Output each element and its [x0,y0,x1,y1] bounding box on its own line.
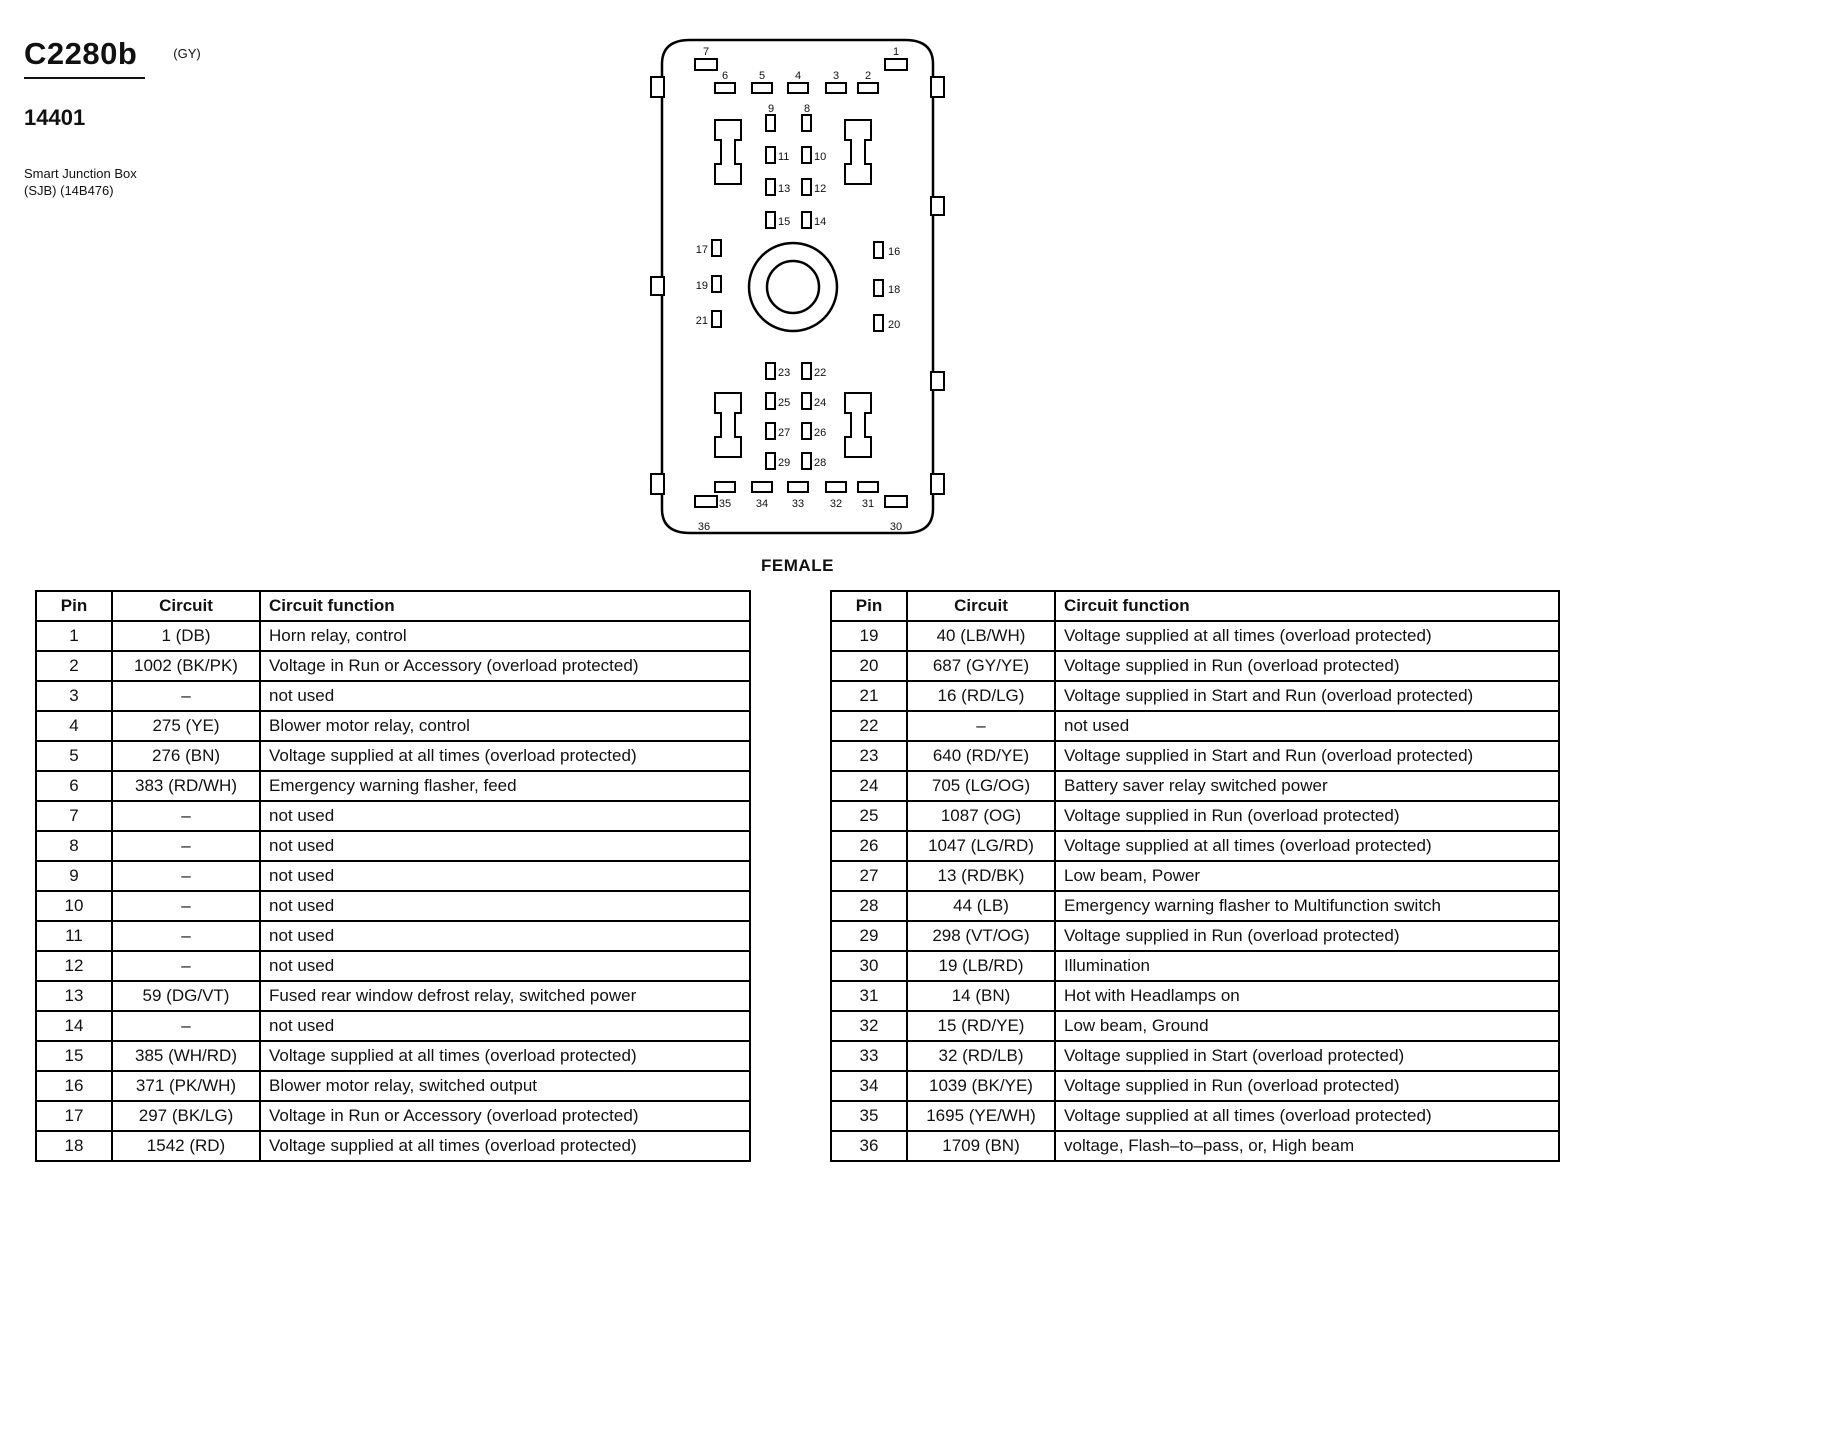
circuit-cell: 44 (LB) [907,891,1055,921]
table-row [36,831,750,861]
table-row [36,1071,750,1101]
component-description [24,165,201,199]
circuit-cell: – [112,801,260,831]
pin-cell: 18 [36,1131,112,1161]
pin-cell: 23 [831,741,907,771]
pin-slot [715,83,735,93]
pin-cell: 32 [831,1011,907,1041]
table-row [36,1041,750,1071]
pin-cell: 14 [36,1011,112,1041]
circuit-cell: 1047 (LG/RD) [907,831,1055,861]
function-cell: Voltage supplied in Start (overload protected) [1055,1041,1559,1071]
circuit-cell: 1709 (BN) [907,1131,1055,1161]
circuit-cell: – [907,711,1055,741]
function-header: Circuit function [1055,591,1559,621]
function-cell: Battery saver relay switched power [1055,771,1559,801]
circuit-cell: 383 (RD/WH) [112,771,260,801]
header-block [24,36,201,199]
circuit-cell: 705 (LG/OG) [907,771,1055,801]
circuit-cell: 40 (LB/WH) [907,621,1055,651]
pin-header: Pin [36,591,112,621]
pin-number: 32 [829,498,843,510]
pin-slot [874,242,883,258]
table-row [831,1131,1559,1161]
circuit-cell: 371 (PK/WH) [112,1071,260,1101]
pin-slot [885,59,907,70]
pin-cell: 28 [831,891,907,921]
table-row [831,921,1559,951]
pin-number: 7 [702,46,710,58]
pin-number: 30 [889,521,903,533]
circuit-cell: 298 (VT/OG) [907,921,1055,951]
pin-cell: 12 [36,951,112,981]
pin-cell: 13 [36,981,112,1011]
pin-cell: 3 [36,681,112,711]
function-cell: Voltage supplied in Start and Run (overload protected) [1055,741,1559,771]
table-row [831,1011,1559,1041]
pin-cell: 21 [831,681,907,711]
circuit-cell: 1002 (BK/PK) [112,651,260,681]
pin-number: 15 [778,216,791,228]
function-cell: Illumination [1055,951,1559,981]
pin-cell: 22 [831,711,907,741]
pin-slot [715,482,735,492]
pin-slot [695,496,717,507]
function-cell: Voltage supplied in Start and Run (overload protected) [1055,681,1559,711]
table-row [831,651,1559,681]
pin-cell: 26 [831,831,907,861]
table-row [36,1101,750,1131]
pin-cell: 33 [831,1041,907,1071]
function-cell: not used [260,681,750,711]
pin-number: 24 [814,397,827,409]
function-cell: Voltage in Run or Accessory (overload protected) [260,1101,750,1131]
function-cell: not used [260,861,750,891]
pin-number: 22 [814,367,827,379]
table-row [831,801,1559,831]
pin-cell: 1 [36,621,112,651]
table-row [36,921,750,951]
function-cell: not used [260,801,750,831]
table-row [831,771,1559,801]
pin-slot [752,482,772,492]
pin-slot [766,423,775,439]
pin-slot [802,393,811,409]
pin-number: 21 [695,315,708,327]
pin-slot [874,315,883,331]
pin-slot [788,83,808,93]
pin-slot [858,482,878,492]
function-cell: Low beam, Ground [1055,1011,1559,1041]
pin-slot [874,280,883,296]
table-row [831,861,1559,891]
function-cell: Emergency warning flasher, feed [260,771,750,801]
table-row [36,951,750,981]
pin-number: 13 [778,183,791,195]
table-row [831,1071,1559,1101]
function-cell: Horn relay, control [260,621,750,651]
table-row [831,681,1559,711]
pin-number: 33 [791,498,805,510]
circuit-cell: 1087 (OG) [907,801,1055,831]
pin-slot [826,482,846,492]
table-row [36,771,750,801]
pin-number: 18 [888,284,901,296]
table-row [36,891,750,921]
circuit-cell: 640 (RD/YE) [907,741,1055,771]
function-cell: Blower motor relay, control [260,711,750,741]
pin-number: 14 [814,216,827,228]
pin-number: 27 [778,427,791,439]
circuit-cell: 59 (DG/VT) [112,981,260,1011]
pin-slot [802,453,811,469]
pin-cell: 2 [36,651,112,681]
function-cell: Voltage in Run or Accessory (overload protected) [260,651,750,681]
function-cell: Voltage supplied at all times (overload protected) [260,1131,750,1161]
pin-slot [766,147,775,163]
pin-number: 17 [695,244,708,256]
pin-slot [766,363,775,379]
function-cell: Voltage supplied in Run (overload protected) [1055,651,1559,681]
circuit-cell: 385 (WH/RD) [112,1041,260,1071]
function-cell: not used [260,921,750,951]
pin-cell: 20 [831,651,907,681]
pin-cell: 24 [831,771,907,801]
pin-number: 35 [718,498,732,510]
function-cell: not used [260,891,750,921]
pin-slot [802,115,811,131]
pin-number: 5 [758,70,766,82]
connector-gender-label: FEMALE [761,556,834,575]
function-cell: Voltage supplied at all times (overload protected) [260,1041,750,1071]
function-cell: voltage, Flash–to–pass, or, High beam [1055,1131,1559,1161]
pin-number: 6 [721,70,729,82]
connector-diagram [650,30,945,552]
function-header: Circuit function [260,591,750,621]
connector-color-code: (GY) [173,46,201,61]
table-row [36,1011,750,1041]
table-header-row [831,591,1559,621]
circuit-cell: 14 (BN) [907,981,1055,1011]
table-row [36,621,750,651]
pin-table-left [35,590,751,1162]
pin-number: 28 [814,457,827,469]
pin-cell: 36 [831,1131,907,1161]
circuit-cell: – [112,831,260,861]
pin-slot [802,212,811,228]
pin-slot [712,240,721,256]
pin-cell: 16 [36,1071,112,1101]
function-cell: Fused rear window defrost relay, switched power [260,981,750,1011]
circuit-header: Circuit [907,591,1055,621]
pin-cell: 27 [831,861,907,891]
pin-cell: 7 [36,801,112,831]
pin-cell: 19 [831,621,907,651]
pin-table-right [830,590,1560,1162]
connector-id: C2280b [24,36,145,79]
circuit-cell: 32 (RD/LB) [907,1041,1055,1071]
component-code: (SJB) (14B476) [24,183,114,198]
pin-number: 25 [778,397,791,409]
function-cell: Voltage supplied at all times (overload protected) [1055,1101,1559,1131]
table-row [36,801,750,831]
pin-slot [858,83,878,93]
pin-slot [826,83,846,93]
circuit-cell: – [112,951,260,981]
function-cell: not used [1055,711,1559,741]
circuit-cell: – [112,861,260,891]
pin-number: 23 [778,367,791,379]
pin-cell: 17 [36,1101,112,1131]
pin-cell: 35 [831,1101,907,1131]
pin-cell: 5 [36,741,112,771]
circuit-cell: 15 (RD/YE) [907,1011,1055,1041]
pin-cell: 6 [36,771,112,801]
pin-number: 36 [697,521,711,533]
function-cell: Voltage supplied in Run (overload protected) [1055,1071,1559,1101]
pin-slot [766,393,775,409]
circuit-cell: – [112,921,260,951]
pin-number: 20 [888,319,901,331]
table-row [36,651,750,681]
function-cell: Voltage supplied at all times (overload protected) [1055,621,1559,651]
pin-cell: 4 [36,711,112,741]
circuit-cell: – [112,891,260,921]
function-cell: Voltage supplied at all times (overload protected) [260,741,750,771]
pin-cell: 34 [831,1071,907,1101]
circuit-cell: 276 (BN) [112,741,260,771]
pin-number: 19 [695,280,708,292]
circuit-cell: 1039 (BK/YE) [907,1071,1055,1101]
function-cell: not used [260,951,750,981]
function-cell: not used [260,1011,750,1041]
pin-number: 26 [814,427,827,439]
pin-slot [885,496,907,507]
pin-cell: 10 [36,891,112,921]
table-row [831,1041,1559,1071]
pin-slot [766,179,775,195]
pin-slot [766,115,775,131]
function-cell: not used [260,831,750,861]
table-row [36,741,750,771]
connector-face-svg [650,30,945,552]
table-row [36,711,750,741]
table-row [831,891,1559,921]
table-row [831,741,1559,771]
function-cell: Emergency warning flasher to Multifunction switch [1055,891,1559,921]
table-row [36,1131,750,1161]
pin-slot [802,363,811,379]
pin-number: 2 [864,70,872,82]
pin-slot [766,453,775,469]
function-cell: Low beam, Power [1055,861,1559,891]
pin-cell: 31 [831,981,907,1011]
table-row [36,861,750,891]
pin-slot [788,482,808,492]
pin-number: 31 [861,498,875,510]
table-row [36,981,750,1011]
circuit-cell: – [112,1011,260,1041]
pin-header: Pin [831,591,907,621]
pin-cell: 15 [36,1041,112,1071]
function-cell: Blower motor relay, switched output [260,1071,750,1101]
circuit-cell: 1 (DB) [112,621,260,651]
pin-slot [766,212,775,228]
pin-number: 12 [814,183,827,195]
pin-cell: 29 [831,921,907,951]
pin-slot [802,179,811,195]
pin-number: 16 [888,246,901,258]
circuit-cell: 275 (YE) [112,711,260,741]
table-row [36,681,750,711]
table-header-row [36,591,750,621]
pin-cell: 25 [831,801,907,831]
circuit-cell: 687 (GY/YE) [907,651,1055,681]
pin-cell: 30 [831,951,907,981]
pin-number: 8 [803,103,811,115]
pin-number: 4 [794,70,802,82]
pin-slot [712,276,721,292]
pin-slot [802,423,811,439]
pin-number: 11 [778,151,790,163]
pin-number: 10 [814,151,827,163]
pin-number: 34 [755,498,769,510]
component-name: Smart Junction Box [24,166,137,181]
circuit-cell: 19 (LB/RD) [907,951,1055,981]
function-cell: Voltage supplied at all times (overload protected) [1055,831,1559,861]
pin-number: 1 [892,46,900,58]
circuit-header: Circuit [112,591,260,621]
table-row [831,981,1559,1011]
pin-slot [712,311,721,327]
pin-number: 9 [767,103,775,115]
table-row [831,831,1559,861]
table-row [831,951,1559,981]
circuit-cell: 297 (BK/LG) [112,1101,260,1131]
function-cell: Voltage supplied in Run (overload protected) [1055,801,1559,831]
circuit-cell: – [112,681,260,711]
pin-slot [802,147,811,163]
part-number: 14401 [24,105,86,130]
table-row [831,1101,1559,1131]
pin-cell: 8 [36,831,112,861]
pin-slot [695,59,717,70]
pin-slot [752,83,772,93]
circuit-cell: 13 (RD/BK) [907,861,1055,891]
pin-cell: 11 [36,921,112,951]
pin-number: 3 [832,70,840,82]
function-cell: Hot with Headlamps on [1055,981,1559,1011]
circuit-cell: 1542 (RD) [112,1131,260,1161]
table-row [831,711,1559,741]
pin-number: 29 [778,457,791,469]
circuit-cell: 1695 (YE/WH) [907,1101,1055,1131]
table-row [831,621,1559,651]
circuit-cell: 16 (RD/LG) [907,681,1055,711]
function-cell: Voltage supplied in Run (overload protected) [1055,921,1559,951]
pin-cell: 9 [36,861,112,891]
